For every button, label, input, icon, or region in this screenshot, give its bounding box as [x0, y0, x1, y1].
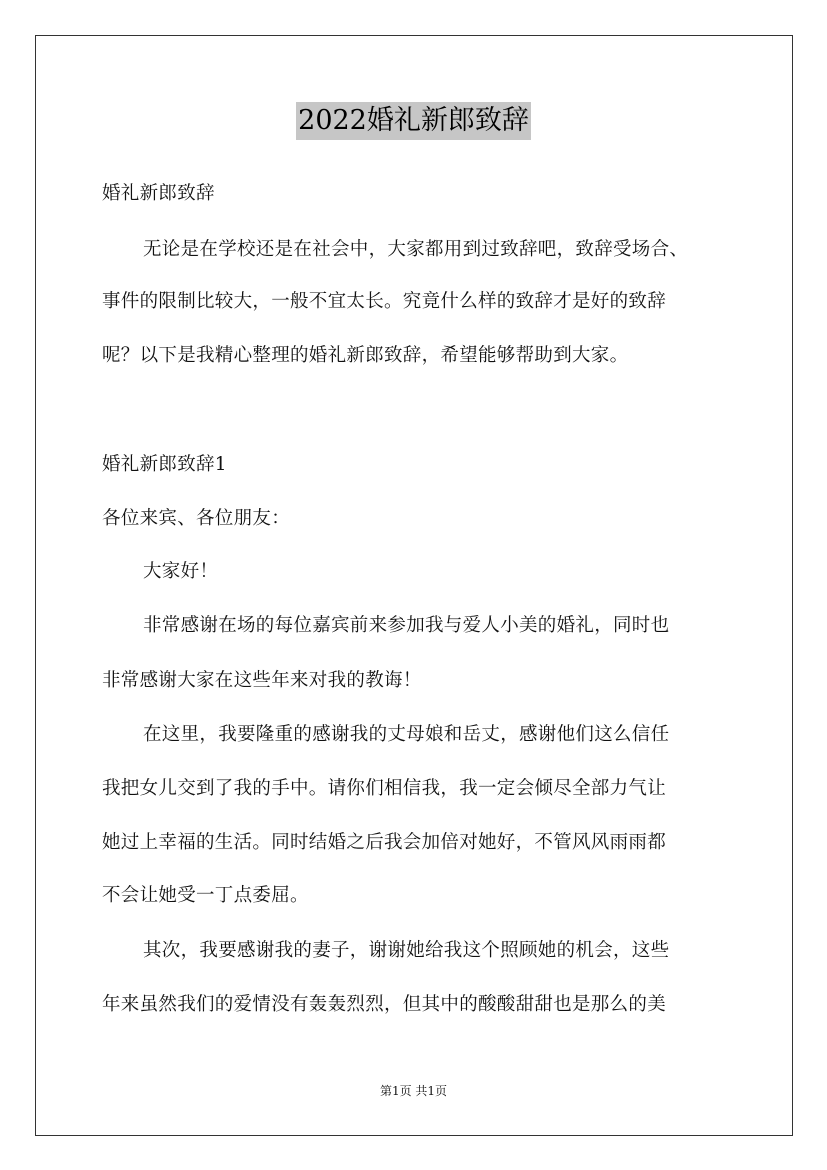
salutation-line: 各位来宾、各位朋友：: [102, 508, 291, 529]
paragraph-line: 呢？以下是我精心整理的婚礼新郎致辞，希望能够帮助到大家。: [102, 345, 629, 366]
paragraph-line: 无论是在学校还是在社会中，大家都用到过致辞吧，致辞受场合、: [143, 239, 689, 260]
paragraph-line: 非常感谢大家在这些年来对我的教诲！: [102, 670, 422, 691]
document-title: 2022婚礼新郎致辞: [296, 102, 531, 140]
paragraph-line: 非常感谢在场的每位嘉宾前来参加我与爱人小美的婚礼，同时也: [143, 615, 670, 636]
greeting-line: 大家好！: [143, 561, 219, 582]
paragraph-line: 不会让她受一丁点委屈。: [102, 885, 309, 906]
page-footer: 第1页 共1页: [379, 1084, 448, 1098]
paragraph-line: 在这里，我要隆重的感谢我的丈母娘和岳丈，感谢他们这么信任: [143, 724, 670, 745]
paragraph-line: 我把女儿交到了我的手中。请你们相信我，我一定会倾尽全部力气让: [102, 778, 667, 799]
paragraph-line: 事件的限制比较大，一般不宜太长。究竟什么样的致辞才是好的致辞: [102, 291, 667, 312]
section-heading: 婚礼新郎致辞1: [102, 454, 227, 475]
paragraph-line: 她过上幸福的生活。同时结婚之后我会加倍对她好，不管风风雨雨都: [102, 832, 667, 853]
subtitle-line: 婚礼新郎致辞: [102, 183, 215, 204]
paragraph-line: 年来虽然我们的爱情没有轰轰烈烈，但其中的酸酸甜甜也是那么的美: [102, 994, 667, 1015]
title-container: [0, 102, 827, 140]
paragraph-line: 其次，我要感谢我的妻子，谢谢她给我这个照顾她的机会，这些: [143, 940, 670, 961]
